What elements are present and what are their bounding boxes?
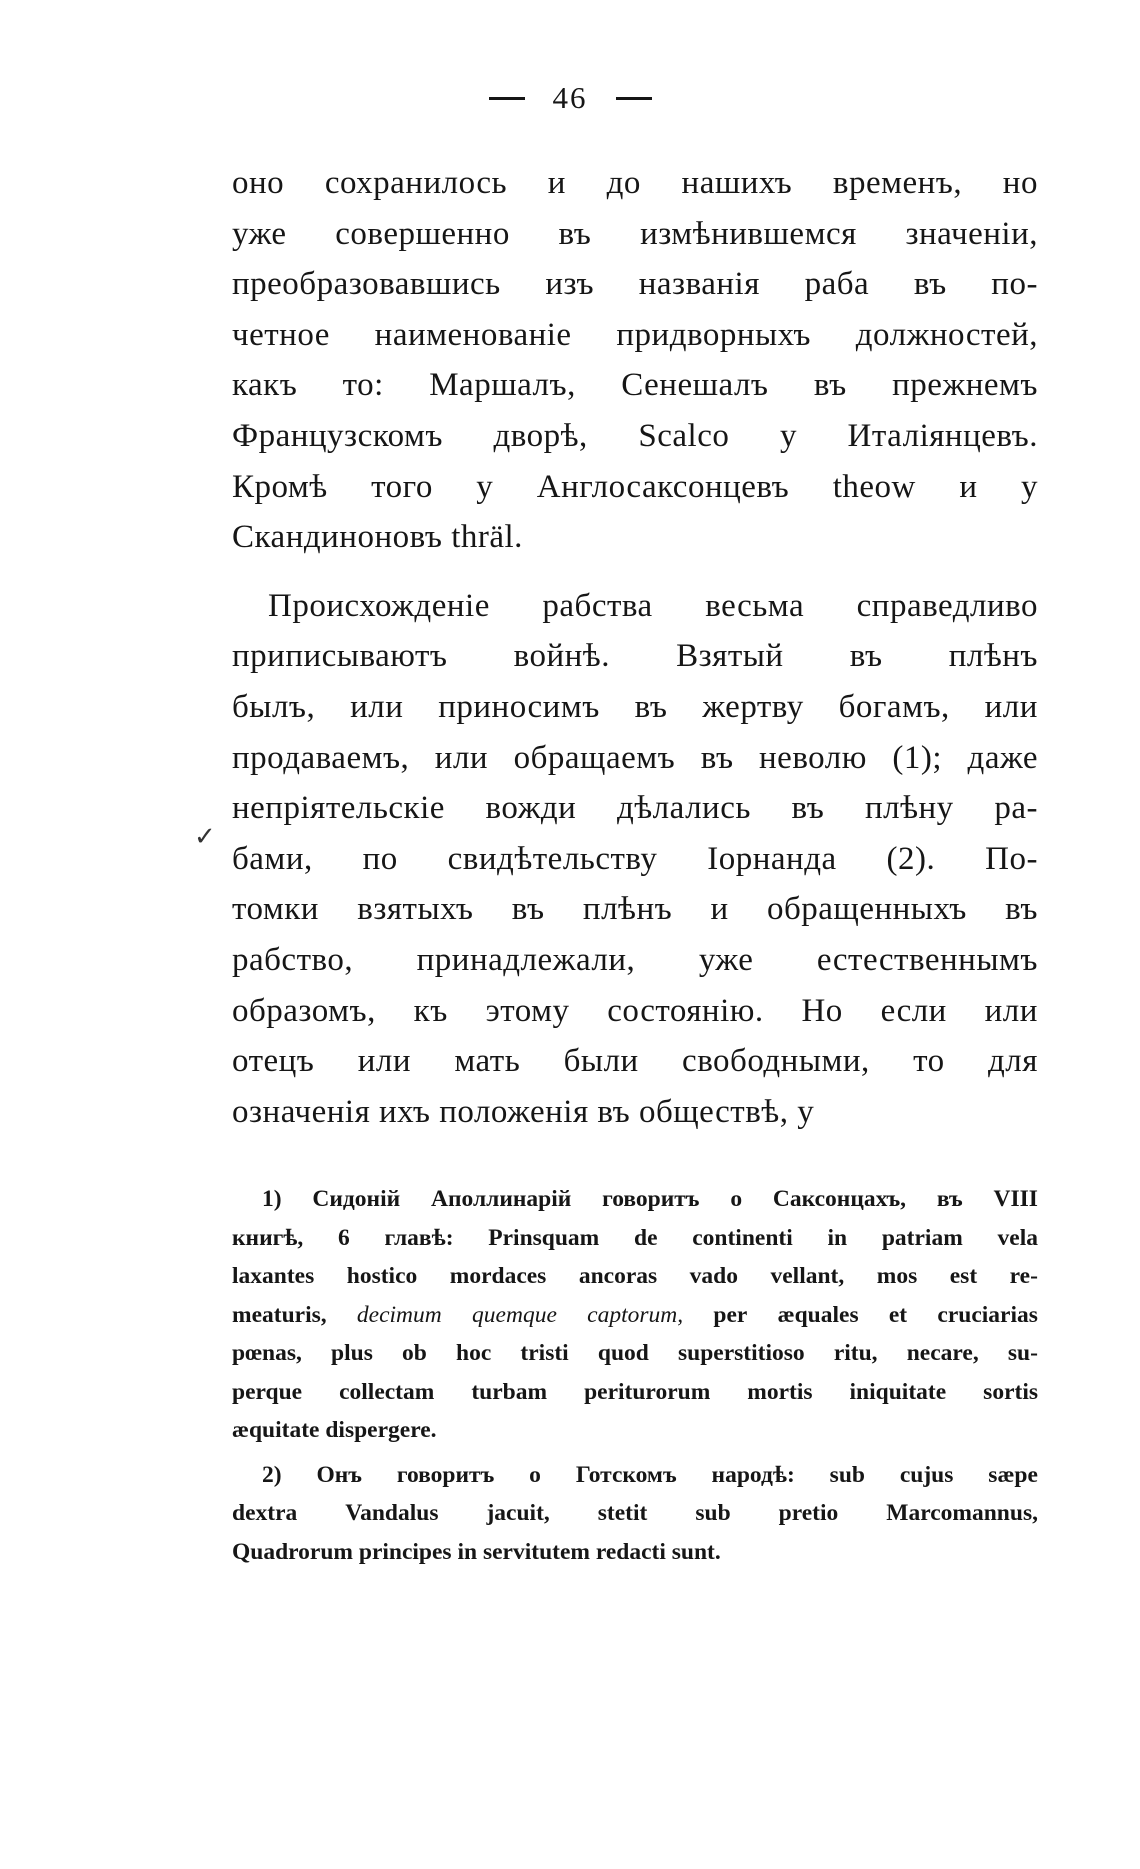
word: для xyxy=(988,1043,1038,1080)
footnotes xyxy=(232,1180,1038,1571)
footnote-word: ob xyxy=(402,1340,427,1366)
word: преобразовавшись xyxy=(232,266,501,303)
footnote-word: æquitate xyxy=(232,1417,326,1443)
word: то: xyxy=(342,367,384,404)
word: какъ xyxy=(232,367,298,404)
footnote-word: vela xyxy=(997,1224,1038,1251)
word: (2). xyxy=(886,840,936,877)
footnote-word: Саксонцахъ, xyxy=(772,1186,907,1212)
word: у xyxy=(1020,468,1038,505)
word: (1); xyxy=(892,739,943,776)
word: четное xyxy=(232,316,330,353)
word: къ xyxy=(413,992,448,1029)
footnote-word: necare, xyxy=(906,1340,979,1366)
word: названiя xyxy=(638,266,760,303)
text-line xyxy=(232,462,1038,513)
footnote-word: Готскомъ xyxy=(575,1461,677,1488)
footnote-word: in xyxy=(457,1538,483,1565)
footnote-word: hoc xyxy=(456,1340,492,1366)
footnote-word: 6 xyxy=(338,1224,350,1251)
word: изъ xyxy=(545,266,595,303)
word: взятыхъ xyxy=(357,891,474,928)
footnote-word: re- xyxy=(1009,1263,1038,1289)
footnote-word: plus xyxy=(331,1340,373,1366)
word: уже xyxy=(698,941,754,978)
word: Кромѣ xyxy=(232,468,328,505)
word: свободными, xyxy=(682,1043,870,1080)
text-line xyxy=(232,310,1038,361)
word: въ xyxy=(1005,891,1038,928)
word: то xyxy=(913,1043,945,1080)
page-number-header xyxy=(0,78,1140,118)
footnote-word: tristi xyxy=(520,1340,569,1366)
word: измѣнившемся xyxy=(640,215,857,252)
footnote-word: sortis xyxy=(983,1378,1038,1405)
word: Сенешалъ xyxy=(621,367,769,404)
footnote-line xyxy=(232,1494,1038,1533)
word: неволю xyxy=(759,739,867,776)
word: по- xyxy=(991,266,1038,303)
footnote-line xyxy=(232,1257,1038,1296)
word: должностей, xyxy=(855,316,1038,353)
footnote-word: о xyxy=(529,1461,541,1488)
word: естественнымъ xyxy=(816,941,1038,978)
word: по xyxy=(362,840,398,877)
footnote-word: 2) xyxy=(262,1461,282,1488)
word: По- xyxy=(985,840,1038,877)
word: образомъ, xyxy=(232,992,376,1029)
text-line xyxy=(232,158,1038,209)
word: уже xyxy=(232,215,287,252)
text-line: Скандиноновъ thräl. xyxy=(232,519,523,556)
word: приносимъ xyxy=(438,688,600,725)
word: жертву xyxy=(702,688,804,725)
footnote-word: et xyxy=(888,1301,908,1328)
word: ра- xyxy=(994,790,1038,827)
word: или xyxy=(984,992,1038,1029)
word: бами, xyxy=(232,840,313,877)
footnote-line xyxy=(232,1334,1038,1373)
word: рабства xyxy=(542,587,653,624)
body-text xyxy=(232,158,1038,1137)
footnote-word: iniquitate xyxy=(849,1378,947,1405)
footnote-word: jacuit, xyxy=(486,1500,550,1526)
footnote-word: collectam xyxy=(339,1378,435,1405)
footnote-word: sunt. xyxy=(671,1538,721,1565)
footnote-word: cujus xyxy=(899,1461,954,1488)
word: того xyxy=(371,468,433,505)
word: Англосаксонцевъ xyxy=(536,468,790,505)
footnote-word: dispergere. xyxy=(325,1417,437,1443)
footnote-word: cruciarias xyxy=(937,1301,1038,1328)
word: Scalco xyxy=(638,417,730,454)
footnote-word: servitutem xyxy=(482,1538,596,1565)
footnote-word: decimum xyxy=(356,1301,442,1328)
footnote-word: 1) xyxy=(262,1186,282,1212)
word: дворѣ, xyxy=(493,417,588,454)
word: сохранилось xyxy=(324,165,508,201)
text-line xyxy=(232,682,1038,733)
dash-right xyxy=(616,97,652,100)
footnote-word: in xyxy=(827,1224,848,1251)
margin-check-mark: ✓ xyxy=(194,822,216,851)
word: даже xyxy=(967,739,1038,776)
word: въ xyxy=(558,215,592,252)
word: непрiятельскiе xyxy=(232,790,445,827)
word: весьма xyxy=(705,587,805,624)
word: вожди xyxy=(485,790,577,827)
footnote-word: est xyxy=(949,1263,978,1289)
footnote-word: Quadrorum xyxy=(232,1538,359,1565)
word: плѣнъ xyxy=(582,891,673,928)
word: но xyxy=(1002,165,1038,201)
word: въ xyxy=(913,266,947,303)
text-line xyxy=(232,631,1038,682)
footnote-word: народѣ: xyxy=(711,1461,795,1488)
word: значенiи, xyxy=(905,215,1038,252)
word: дѣлались xyxy=(616,790,751,827)
footnote-word: sub xyxy=(829,1461,865,1488)
footnote-word: quod xyxy=(597,1340,649,1366)
paragraph-gap xyxy=(232,563,1038,581)
footnote-word: quemque xyxy=(472,1301,557,1328)
footnote-word: vellant, xyxy=(770,1263,845,1289)
word: плѣнъ xyxy=(948,638,1038,675)
word: и xyxy=(547,165,566,201)
footnote-line xyxy=(232,1219,1038,1258)
word: Маршалъ, xyxy=(429,367,576,404)
footnote-line xyxy=(232,1373,1038,1412)
text-line xyxy=(232,884,1038,935)
word: Происхожденiе xyxy=(268,587,490,624)
footnote-word: continenti xyxy=(692,1224,793,1251)
footnote-word: redacti xyxy=(595,1538,672,1565)
footnote-word: книгѣ, xyxy=(232,1224,304,1251)
word: рабство, xyxy=(232,941,354,978)
footnote-word: su- xyxy=(1007,1340,1038,1366)
word: этому xyxy=(485,992,570,1029)
footnote-line xyxy=(232,1180,1038,1219)
footnote-word: meaturis, xyxy=(232,1301,327,1328)
footnote-word: Prinsquam xyxy=(488,1224,600,1251)
footnote-word: dextra xyxy=(232,1500,298,1526)
word: Iорнанда xyxy=(707,840,837,877)
text-line xyxy=(232,986,1038,1037)
page-number: 46 xyxy=(552,80,588,115)
word: въ xyxy=(634,688,668,725)
word: состоянiю. xyxy=(607,992,764,1029)
word: свидѣтельству xyxy=(447,840,658,877)
footnote-word: turbam xyxy=(471,1378,548,1405)
footnote-word: laxantes xyxy=(232,1263,315,1289)
footnote-word: mordaces xyxy=(449,1263,547,1289)
text-line xyxy=(232,259,1038,310)
word: богамъ, xyxy=(838,688,950,725)
footnote-word: captorum, xyxy=(587,1301,684,1328)
word: принадлежали, xyxy=(416,941,636,978)
footnote-line xyxy=(232,1411,1038,1450)
word: продаваемъ, xyxy=(232,739,410,776)
word: если xyxy=(880,992,947,1029)
word: раба xyxy=(804,266,870,303)
word: Взятый xyxy=(676,638,784,675)
word: theow xyxy=(832,468,916,505)
word: въ xyxy=(791,790,825,827)
word: обращаемъ xyxy=(513,739,676,776)
word: Италiянцевъ. xyxy=(847,417,1038,454)
footnote-word: æquales xyxy=(777,1301,859,1328)
footnote-word: о xyxy=(730,1186,743,1212)
footnote-word: sub xyxy=(695,1500,731,1526)
footnote-word: mos xyxy=(876,1263,918,1289)
footnote-line xyxy=(232,1456,1038,1495)
footnote-word: stetit xyxy=(597,1500,648,1526)
word: мать xyxy=(454,1043,521,1080)
footnote-word: Аполлинарiй xyxy=(431,1186,572,1212)
footnote-word: говоритъ xyxy=(602,1186,700,1212)
footnote-word: perque xyxy=(232,1378,303,1405)
word: временъ, xyxy=(832,165,963,201)
text-line xyxy=(232,783,1038,834)
word: приписываютъ xyxy=(232,638,448,675)
footnote-word: главѣ: xyxy=(384,1224,454,1251)
word: у xyxy=(779,417,797,454)
text-line xyxy=(232,935,1038,986)
text-line xyxy=(232,733,1038,784)
word: въ xyxy=(849,638,883,675)
footnote-word: VIII xyxy=(993,1186,1038,1212)
footnote-word: mortis xyxy=(747,1378,813,1405)
word: наименованiе xyxy=(374,316,572,353)
footnote-word: per xyxy=(713,1301,748,1328)
footnote-word: ritu, xyxy=(833,1340,878,1366)
word: или xyxy=(357,1043,411,1080)
word: плѣну xyxy=(864,790,954,827)
word: и xyxy=(959,468,978,505)
footnote-word: говоритъ xyxy=(396,1461,495,1488)
word: придворныхъ xyxy=(616,316,811,353)
footnote-word: pœnas, xyxy=(232,1340,302,1366)
footnote-word: periturorum xyxy=(584,1378,711,1405)
footnote-word: vado xyxy=(689,1263,738,1289)
word: совершенно xyxy=(335,215,510,252)
word: отецъ xyxy=(232,1043,315,1080)
footnote-word: patriam xyxy=(881,1224,963,1251)
word: или xyxy=(984,688,1038,725)
footnote-word: pretio xyxy=(778,1500,839,1526)
footnote-word: sæpe xyxy=(988,1461,1038,1488)
footnote-word: principes xyxy=(358,1538,458,1565)
word: прежнемъ xyxy=(892,367,1038,404)
footnote-line xyxy=(232,1296,1038,1335)
word: обращенныхъ xyxy=(766,891,967,928)
word: и xyxy=(710,891,729,928)
word: войнѣ. xyxy=(513,638,610,675)
word: въ xyxy=(813,367,847,404)
text-line xyxy=(232,411,1038,462)
footnote-word: superstitioso xyxy=(678,1340,805,1366)
text-line xyxy=(232,581,1038,632)
word: томки xyxy=(232,891,319,928)
word: у xyxy=(476,468,494,505)
word: до xyxy=(606,165,641,201)
text-line: означенiя ихъ положенiя въ обществѣ, у xyxy=(232,1093,815,1130)
text-line xyxy=(232,1036,1038,1087)
footnote-word: Онъ xyxy=(316,1461,362,1488)
footnote-word: Сидонiй xyxy=(312,1186,401,1212)
footnote-word: de xyxy=(634,1224,658,1251)
word: справедливо xyxy=(856,587,1038,624)
word: оно xyxy=(232,165,285,201)
footnote-word: hostico xyxy=(346,1263,418,1289)
footnote-line xyxy=(232,1533,1038,1572)
word: былъ, xyxy=(232,688,316,725)
dash-left xyxy=(489,97,525,100)
word: Но xyxy=(801,992,843,1029)
footnote-word: Marcomannus, xyxy=(886,1500,1038,1526)
word: Французскомъ xyxy=(232,417,443,454)
word: въ xyxy=(700,739,734,776)
word: или xyxy=(434,739,489,776)
footnote-word: ancoras xyxy=(578,1263,658,1289)
text-line xyxy=(232,209,1038,260)
word: были xyxy=(563,1043,639,1080)
word: или xyxy=(350,688,404,725)
text-line xyxy=(232,360,1038,411)
word: нашихъ xyxy=(681,165,793,201)
footnote-word: Vandalus xyxy=(345,1500,439,1526)
text-line xyxy=(232,834,1038,885)
word: въ xyxy=(511,891,545,928)
footnote-word: въ xyxy=(936,1186,963,1212)
